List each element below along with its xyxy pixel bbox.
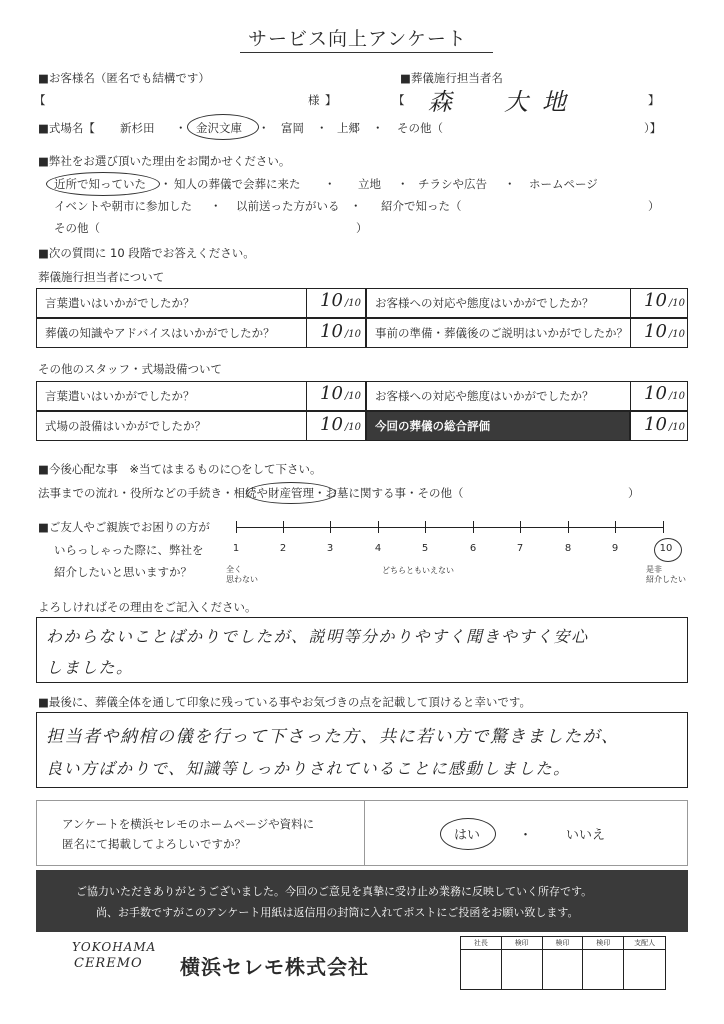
- recommend-line1: ■ご友人やご親族でお困りの方が: [38, 520, 210, 534]
- publish-dot: ・: [519, 828, 533, 843]
- footer-line1: ご協力いただきありがとうございました。今回のご意見を真摯に受け止め業務に反映していく所存です。: [76, 885, 593, 898]
- title-underline: [240, 52, 493, 53]
- reason-sep: ・: [160, 177, 172, 191]
- publish-no[interactable]: いいえ: [566, 828, 606, 843]
- score-value: 10: [320, 290, 343, 311]
- rating-question: 言葉遣いはいかがでしたか？: [45, 389, 195, 403]
- score-value: 10: [644, 290, 667, 311]
- scale-8[interactable]: 8: [564, 543, 572, 554]
- reason-option-acquaintance[interactable]: 知人の葬儀で会葬に来た: [174, 177, 301, 191]
- scale-7[interactable]: 7: [516, 543, 524, 554]
- venue-close: ）】: [644, 121, 662, 135]
- venue-option-other[interactable]: その他（: [397, 121, 443, 135]
- rating-question: 式場の設備はいかがでしたか？: [45, 419, 206, 433]
- rating-row-staff-knowledge: [36, 318, 366, 348]
- recommend-scale: [236, 527, 664, 528]
- rating-row-staff-explanation: [366, 318, 688, 348]
- publish-divider: [364, 800, 365, 866]
- score-denominator: /10: [344, 298, 361, 309]
- company-name: 横浜セレモ株式会社: [180, 955, 369, 979]
- venue-option-tomioka[interactable]: 富岡: [281, 121, 304, 135]
- footer-banner: [36, 870, 688, 932]
- score-denominator: /10: [668, 298, 685, 309]
- staff-label: ■葬儀施行担当者名: [400, 71, 503, 85]
- reason-option-previous[interactable]: 以前送った方がいる: [236, 199, 340, 213]
- score-value: 10: [320, 321, 343, 342]
- concern-label: ■今後心配な事 ※当てはまるものに○をして下さい。: [38, 462, 322, 476]
- rating-row-overall: [366, 411, 630, 441]
- venue-sep: ・: [258, 121, 270, 135]
- rating-score-overall[interactable]: [644, 414, 685, 435]
- scale-9[interactable]: 9: [611, 543, 619, 554]
- footer-line2: 尚、お手数ですがこのアンケート用紙は返信用の封筒に入れてポストにご投函をお願い致します。: [96, 906, 579, 919]
- rating-question: お客様への対応や態度はいかがでしたか？: [375, 296, 594, 310]
- rating-row-staff-language: [36, 288, 366, 318]
- reason-option-referral[interactable]: 紹介で知った（: [381, 199, 462, 213]
- reason-sep: ・: [397, 177, 409, 191]
- logo-text-yokohama: YOKOHAMA: [72, 940, 157, 954]
- reason-line3-close: ）: [356, 221, 368, 235]
- score-value: 10: [644, 321, 667, 342]
- final-comment-label: ■最後に、葬儀全体を通して印象に残っている事やお気づきの点を記載して頂けると幸いです。: [38, 695, 531, 709]
- score-col-divider: [630, 288, 631, 348]
- score-value: 10: [320, 383, 343, 404]
- rating-row-facility: [36, 411, 366, 441]
- rating-question: お客様への対応や態度はいかがでしたか？: [375, 389, 594, 403]
- score-value: 10: [644, 414, 667, 435]
- stamp-label: 検印: [502, 937, 543, 950]
- venue-option-kanazawabunko[interactable]: 金沢文庫: [196, 121, 242, 135]
- venue-sep: ・: [316, 121, 328, 135]
- rating-score[interactable]: [320, 414, 361, 435]
- final-comment-line2: 良い方ばかりで、知識等しっかりされていることに感動しました。: [46, 759, 571, 778]
- scale-3[interactable]: 3: [326, 543, 334, 554]
- stamp-label: 社長: [461, 937, 502, 950]
- scale-mid-label: どちらともいえない: [382, 566, 454, 575]
- customer-bracket-close: 】: [325, 93, 337, 107]
- recommend-line2: いらっしゃった際に、弊社を: [54, 543, 204, 557]
- score-value: 10: [644, 383, 667, 404]
- stamp-label: 検印: [583, 937, 624, 950]
- reason-option-event[interactable]: イベントや朝市に参加した: [54, 199, 192, 213]
- scale-10[interactable]: 10: [659, 543, 673, 554]
- score-col-divider: [306, 381, 307, 441]
- score-col-divider: [630, 381, 631, 411]
- customer-bracket-open: 【: [34, 93, 46, 107]
- rating-row-other-attitude: [366, 381, 688, 411]
- scale-6[interactable]: 6: [469, 543, 477, 554]
- venue-option-shinsugita[interactable]: 新杉田: [120, 121, 155, 135]
- reason-option-other[interactable]: その他（: [54, 221, 100, 235]
- concern-close: ）: [628, 486, 640, 500]
- reason-comment-label: よろしければその理由をご記入ください。: [38, 600, 257, 614]
- scale-high-label: 是非 紹介したい: [646, 565, 686, 584]
- rating-score[interactable]: [644, 290, 685, 311]
- scale-5[interactable]: 5: [421, 543, 429, 554]
- score-denominator: /10: [668, 329, 685, 340]
- rating-score[interactable]: [320, 321, 361, 342]
- recommend-line3: 紹介したいと思いますか？: [54, 565, 192, 579]
- stamp-box[interactable]: [543, 937, 584, 989]
- page-title: サービス向上アンケート: [248, 28, 467, 50]
- logo-text-ceremo: CEREMO: [74, 956, 143, 971]
- final-comment-line1: 担当者や納棺の儀を行って下さった方、共に若い方で驚きましたが、: [46, 727, 620, 747]
- score-value: 10: [320, 414, 343, 435]
- staff-name-handwritten: 森 大地: [428, 88, 580, 116]
- reason-option-neighborhood[interactable]: 近所で知っていた: [54, 177, 146, 191]
- reason-option-homepage[interactable]: ホームページ: [529, 177, 598, 191]
- rating-question: 事前の準備・葬儀後のご説明はいかがでしたか？: [375, 326, 628, 340]
- score-denominator: /10: [668, 422, 685, 433]
- reason-comment-line1: わからないことばかりでしたが、説明等分かりやすく聞きやすく安心: [46, 627, 589, 646]
- venue-sep: ・: [175, 121, 187, 135]
- venue-sep: ・: [372, 121, 384, 135]
- rating-question: 葬儀の知識やアドバイスはいかがでしたか？: [45, 326, 275, 340]
- stamp-table: [460, 936, 666, 990]
- stamp-box[interactable]: [624, 937, 665, 989]
- reason-line2-close: ）: [648, 199, 660, 213]
- rating-question: 言葉遣いはいかがでしたか？: [45, 296, 195, 310]
- staff-bracket-open: 【: [393, 93, 405, 107]
- score-denominator: /10: [344, 391, 361, 402]
- rating-score[interactable]: [320, 290, 361, 311]
- reason-sep: ・: [350, 199, 362, 213]
- reason-option-location[interactable]: 立地: [358, 177, 381, 191]
- venue-label: ■式場名【: [38, 121, 95, 135]
- section-staff-heading: 葬儀施行担当者について: [38, 270, 165, 284]
- customer-suffix: 様: [308, 93, 320, 107]
- scale-2[interactable]: 2: [279, 543, 287, 554]
- reason-option-flyer[interactable]: チラシや広告: [418, 177, 487, 191]
- reason-label: ■弊社をお選び頂いた理由をお聞かせください。: [38, 154, 291, 168]
- rating-intro: ■次の質問に 10 段階でお答えください。: [38, 246, 255, 260]
- scale-4[interactable]: 4: [374, 543, 382, 554]
- rating-question-overall: 今回の葬儀の総合評価: [375, 419, 490, 433]
- reason-sep: ・: [210, 199, 222, 213]
- rating-score[interactable]: [644, 321, 685, 342]
- venue-option-kamigo[interactable]: 上郷: [337, 121, 360, 135]
- scale-1[interactable]: 1: [232, 543, 240, 554]
- score-denominator: /10: [668, 391, 685, 402]
- reason-sep: ・: [324, 177, 336, 191]
- reason-sep: ・: [504, 177, 516, 191]
- score-denominator: /10: [344, 329, 361, 340]
- publish-line2: 匿名にて掲載してよろしいですか？: [62, 837, 246, 851]
- stamp-box[interactable]: [583, 937, 624, 989]
- customer-label: ■お客様名（匿名でも結構です）: [38, 71, 210, 85]
- stamp-box[interactable]: [461, 937, 502, 989]
- publish-yes[interactable]: はい: [454, 828, 481, 843]
- score-denominator: /10: [344, 422, 361, 433]
- rating-row-staff-attitude: [366, 288, 688, 318]
- rating-row-other-language: [36, 381, 366, 411]
- stamp-label: 検印: [543, 937, 584, 950]
- stamp-box[interactable]: [502, 937, 543, 989]
- concern-selected-circle: [246, 482, 336, 504]
- staff-bracket-close: 】: [648, 93, 660, 107]
- company-logo: [62, 940, 172, 980]
- publish-line1: アンケートを横浜セレモのホームページや資料に: [62, 817, 315, 831]
- rating-score[interactable]: [320, 383, 361, 404]
- score-col-divider: [306, 288, 307, 348]
- scale-low-label: 全く 思わない: [226, 565, 258, 584]
- stamp-label: 支配人: [624, 937, 665, 950]
- reason-comment-line2: しました。: [46, 658, 134, 677]
- rating-score[interactable]: [644, 383, 685, 404]
- section-other-heading: その他のスタッフ・式場設備ついて: [38, 362, 222, 376]
- scale-selected-circle: [654, 538, 682, 562]
- concern-items[interactable]: 法事までの流れ・役所などの手続き・相続や財産管理・お墓に関する事・その他（: [38, 486, 464, 500]
